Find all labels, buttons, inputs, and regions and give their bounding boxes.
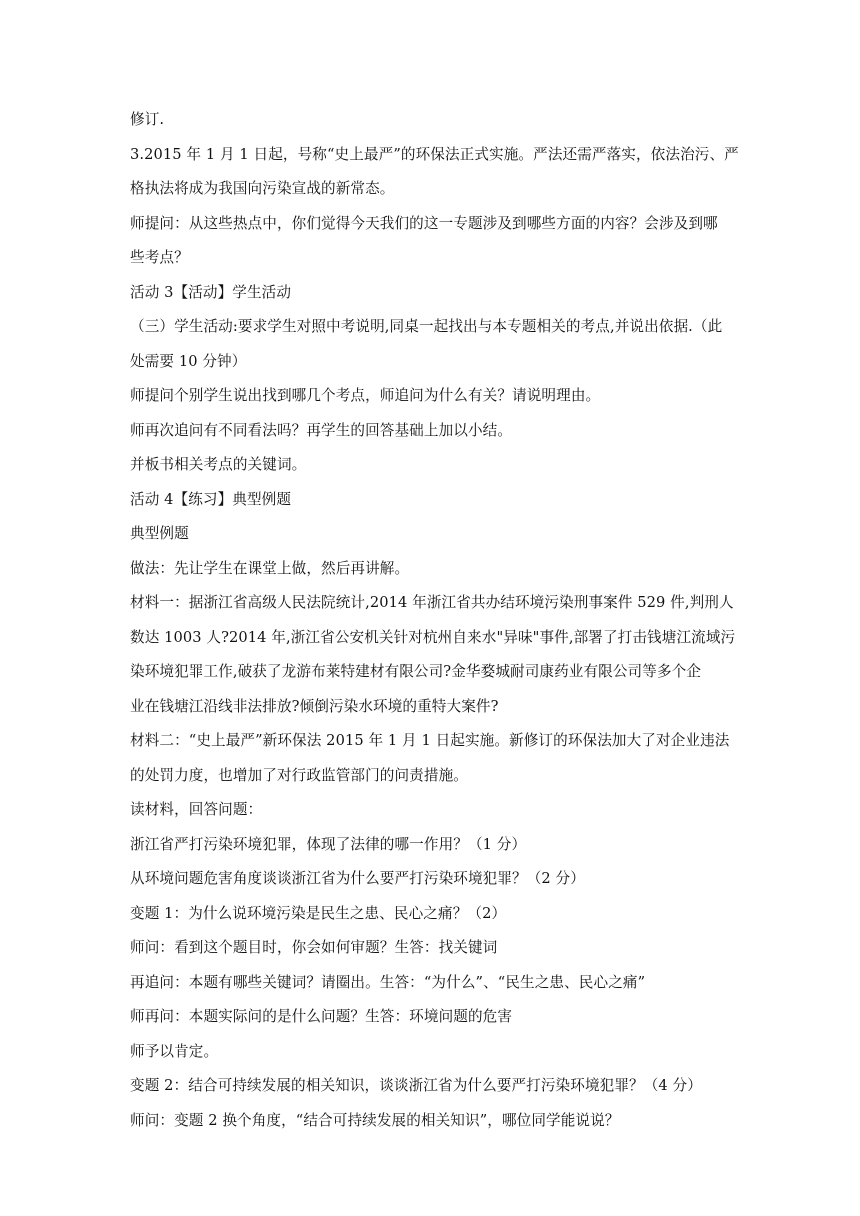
text-line: 些考点？ — [130, 249, 189, 266]
text-line: 师再问：本题实际问的是什么问题？生答：环境问题的危害 — [130, 1008, 513, 1025]
text-line: 读材料，回答问题： — [130, 801, 263, 818]
text-line: 材料一：据浙江省高级人民法院统计,2014 年浙江省共办结环境污染刑事案件 529 件,判刑人 — [130, 594, 734, 611]
text-line: 师问：看到这个题目时，你会如何审题？生答：找关键词 — [130, 939, 498, 956]
section-heading: 活动 3【活动】学生活动 — [130, 283, 292, 301]
text-line: 典型例题 — [130, 525, 189, 542]
text-line: 师问：变题 2 换个角度，“结合可持续发展的相关知识”，哪位同学能说说？ — [130, 1111, 620, 1129]
text-line: 师提问个别学生说出找到哪几个考点，师追问为什么有关？请说明理由。 — [130, 387, 601, 404]
document-page — [130, 103, 739, 1138]
text-line: （三）学生活动:要求学生对照中考说明,同桌一起找出与本专题相关的考点,并说出依据.（此 — [130, 318, 723, 335]
text-line: 格执法将成为我国向污染宣战的新常态。 — [130, 180, 395, 197]
text-line: 处需要 10 分钟） — [130, 352, 247, 370]
text-line: 业在钱塘江沿线非法排放?倾倒污染水环境的重特大案件? — [130, 697, 499, 715]
text-line: 的处罚力度，也增加了对行政监管部门的问责措施。 — [130, 766, 468, 784]
text-line: 师予以肯定。 — [130, 1042, 219, 1060]
text-line: 变题 1：为什么说环境污染是民生之患、民心之痛？（2） — [130, 904, 507, 922]
text-line: 数达 1003 人?2014 年,浙江省公安机关针对杭州自来水"异味"事件,部署了打击钱塘江流域污 — [130, 628, 736, 646]
text-line: 师提问：从这些热点中，你们觉得今天我们的这一专题涉及到哪些方面的内容？会涉及到哪 — [130, 214, 718, 232]
text-line: 从环境问题危害角度谈谈浙江省为什么要严打污染环境犯罪？（2 分） — [130, 870, 585, 887]
text-line: 染环境犯罪工作,破获了龙游布莱特建材有限公司?金华婺城耐司康药业有限公司等多个企 — [130, 663, 702, 680]
text-line: 修订. — [130, 111, 165, 128]
text-line: 变题 2：结合可持续发展的相关知识，谈谈浙江省为什么要严打污染环境犯罪？（4 分） — [130, 1077, 702, 1094]
text-line: 师再次追问有不同看法吗？再学生的回答基础上加以小结。 — [130, 421, 513, 439]
section-heading: 活动 4【练习】典型例题 — [130, 490, 292, 508]
text-line: 3.2015 年 1 月 1 日起，号称“史上最严”的环保法正式实施。严法还需严落实，依法治污、严 — [130, 145, 739, 163]
text-line: 做法：先让学生在课堂上做，然后再讲解。 — [130, 559, 410, 577]
text-line: 浙江省严打污染环境犯罪，体现了法律的哪一作用？（1 分） — [130, 835, 527, 853]
text-line: 再追问：本题有哪些关键词？请圈出。生答：“为什么”、“民生之患、民心之痛” — [130, 973, 646, 991]
text-line: 并板书相关考点的关键词。 — [130, 456, 307, 473]
text-line: 材料二：“史上最严”新环保法 2015 年 1 月 1 日起实施。新修订的环保法加大了对企业违法 — [130, 732, 730, 749]
